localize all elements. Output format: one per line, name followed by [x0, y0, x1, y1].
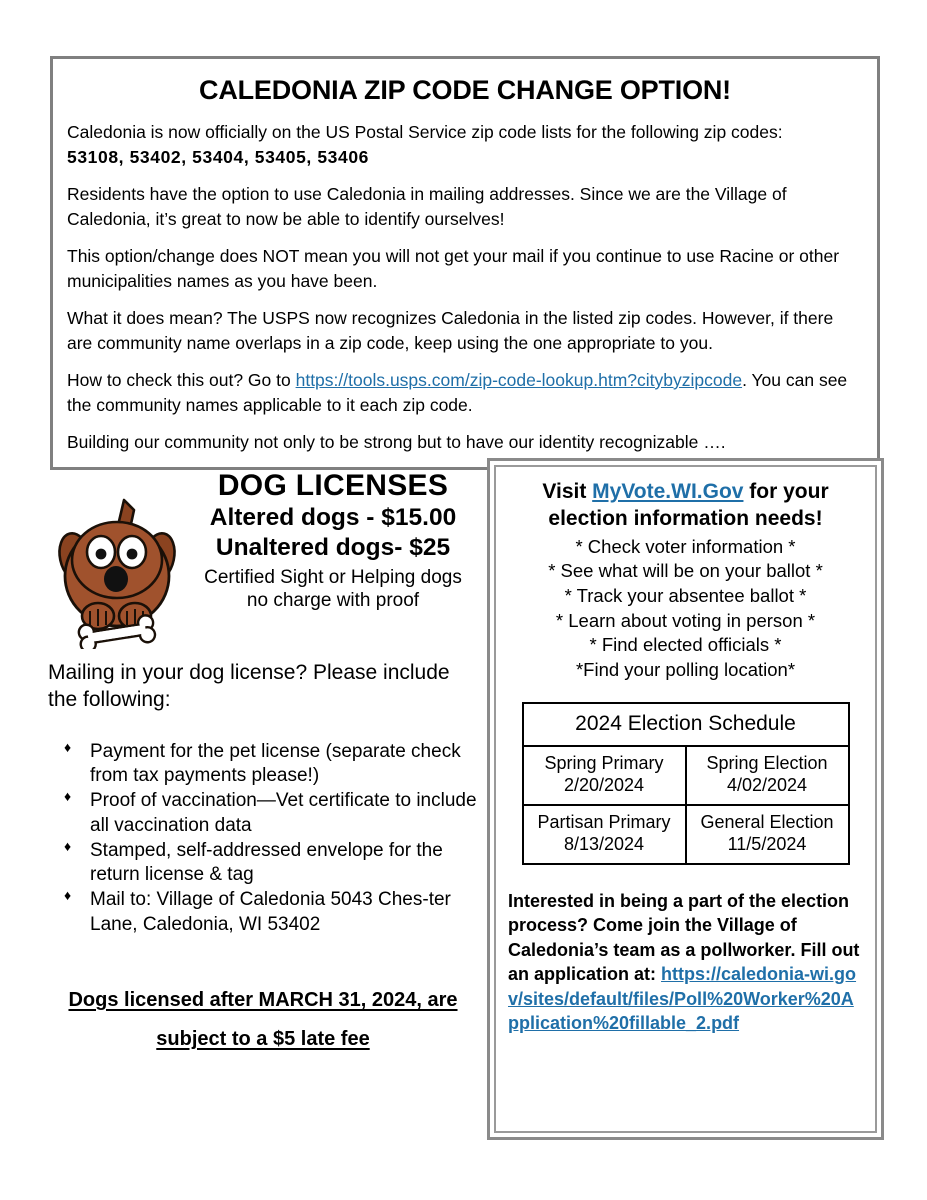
how-to-check-lead: How to check this out? Go to	[67, 370, 296, 390]
dog-illustration-icon	[54, 494, 184, 649]
list-item	[62, 888, 478, 937]
election-date: 2/20/2024	[563, 774, 645, 795]
altered-dog-price: Altered dogs - $15.00	[209, 504, 457, 532]
election-date: 8/13/2024	[563, 833, 645, 854]
pollworker-application-link[interactable]: https://caledonia-wi.gov/sites/default/files/Poll%20Worker%20Application%20fillable_2.pdf	[508, 964, 857, 1034]
mailing-instructions-intro: Mailing in your dog license? Please include the following:	[48, 661, 450, 712]
zip-paragraph-residents: Residents have the option to use Caledonia in mailing addresses. Since we are the Village of Caledonia, it’s great to now be able to identify ourselves!	[67, 184, 787, 229]
list-item: * Learn about voting in person *	[555, 609, 816, 631]
service-dog-note-line2: no charge with proof	[246, 589, 420, 611]
election-date: 11/5/2024	[727, 833, 807, 854]
zip-paragraph-option-change: This option/change does NOT mean you will not get your mail if you continue to use Racine or other municipalities names as you have been.	[67, 246, 840, 291]
how-to-check-tail: . You can see the community names applicable to it each zip code.	[67, 370, 848, 415]
myvote-heading	[508, 479, 863, 533]
election-services-list	[508, 535, 863, 683]
list-item-label: Mail to: Village of Caledonia 5043 Ches-ter Lane, Caledonia, WI 53402	[90, 889, 451, 935]
list-item: * Find elected officials *	[589, 634, 782, 656]
dog-licenses-section	[48, 466, 478, 1059]
myvote-link[interactable]: MyVote.WI.Gov	[592, 480, 744, 503]
election-information-panel	[487, 458, 884, 1140]
late-fee-line1: Dogs licensed after MARCH 31, 2024, are	[68, 989, 458, 1012]
schedule-title: 2024 Election Schedule	[523, 703, 849, 746]
list-item	[62, 839, 478, 888]
dog-header-row	[48, 466, 478, 641]
zip-intro-text: Caledonia is now officially on the US Postal Service zip code lists for the following zip codes:	[67, 122, 783, 142]
table-row	[523, 703, 849, 746]
myvote-heading-before: Visit	[542, 480, 593, 503]
table-row	[523, 746, 849, 805]
list-item: *Find your polling location*	[575, 658, 796, 680]
late-fee-notice	[48, 981, 478, 1059]
election-name: Spring Election	[706, 752, 828, 773]
election-name: Spring Primary	[544, 752, 664, 773]
table-row	[523, 805, 849, 864]
table-cell	[686, 805, 849, 864]
zip-code-list: 53108, 53402, 53404, 53405, 53406	[67, 146, 370, 167]
table-cell	[686, 746, 849, 805]
table-cell	[523, 746, 686, 805]
election-panel-inner	[494, 465, 877, 1133]
zip-paragraph-closing: Building our community not only to be strong but to have our identity recognizable ….	[67, 432, 726, 452]
list-item: * See what will be on your ballot *	[548, 560, 823, 582]
zip-intro-paragraph	[67, 120, 863, 169]
list-item: * Check voter information *	[575, 535, 796, 557]
bullet-icon: ♦	[64, 738, 72, 755]
election-name: General Election	[700, 811, 834, 832]
service-dog-note-line1: Certified Sight or Helping dogs	[204, 567, 462, 589]
list-item-label: Proof of vaccination—Vet certificate to include all vaccination data	[90, 790, 477, 836]
dog-licenses-title: DOG LICENSES	[217, 469, 449, 502]
zip-code-change-panel	[50, 56, 880, 470]
pollworker-recruitment-text	[508, 889, 863, 1036]
list-item-label: Stamped, self-addressed envelope for the return license & tag	[90, 839, 443, 886]
zip-paragraph-how-to-check	[67, 368, 863, 417]
late-fee-line2: subject to a $5 late fee	[156, 1028, 370, 1051]
list-item	[62, 789, 478, 838]
list-item: * Track your absentee ballot *	[564, 584, 807, 606]
election-date: 4/02/2024	[726, 774, 808, 795]
usps-lookup-link[interactable]: https://tools.usps.com/zip-code-lookup.htm?citybyzipcode	[295, 370, 743, 390]
list-item-label: Payment for the pet license (separate check from tax payments please!)	[90, 740, 461, 786]
zip-panel-title: CALEDONIA ZIP CODE CHANGE OPTION!	[199, 75, 731, 105]
election-name: Partisan Primary	[537, 811, 671, 832]
bullet-icon: ♦	[64, 788, 72, 805]
bullet-icon: ♦	[64, 887, 72, 904]
election-schedule-table	[522, 702, 850, 864]
table-cell	[523, 805, 686, 864]
bullet-icon: ♦	[64, 837, 72, 854]
pollworker-intro: Interested in being a part of the election process? Come join the Village of Caledonia’s team as a pollworker. Fill out an application at:	[508, 890, 860, 985]
mailing-requirements-list	[48, 740, 478, 938]
zip-paragraph-usps-recognition: What it does mean? The USPS now recognizes Caledonia in the listed zip codes. However, if there are community name overlaps in a zip code, keep using the one appropriate to you.	[67, 308, 834, 353]
list-item	[62, 740, 478, 789]
myvote-heading-after: for your election information needs!	[548, 480, 829, 530]
dog-headings-block	[188, 466, 478, 613]
unaltered-dog-price: Unaltered dogs- $25	[215, 533, 451, 561]
